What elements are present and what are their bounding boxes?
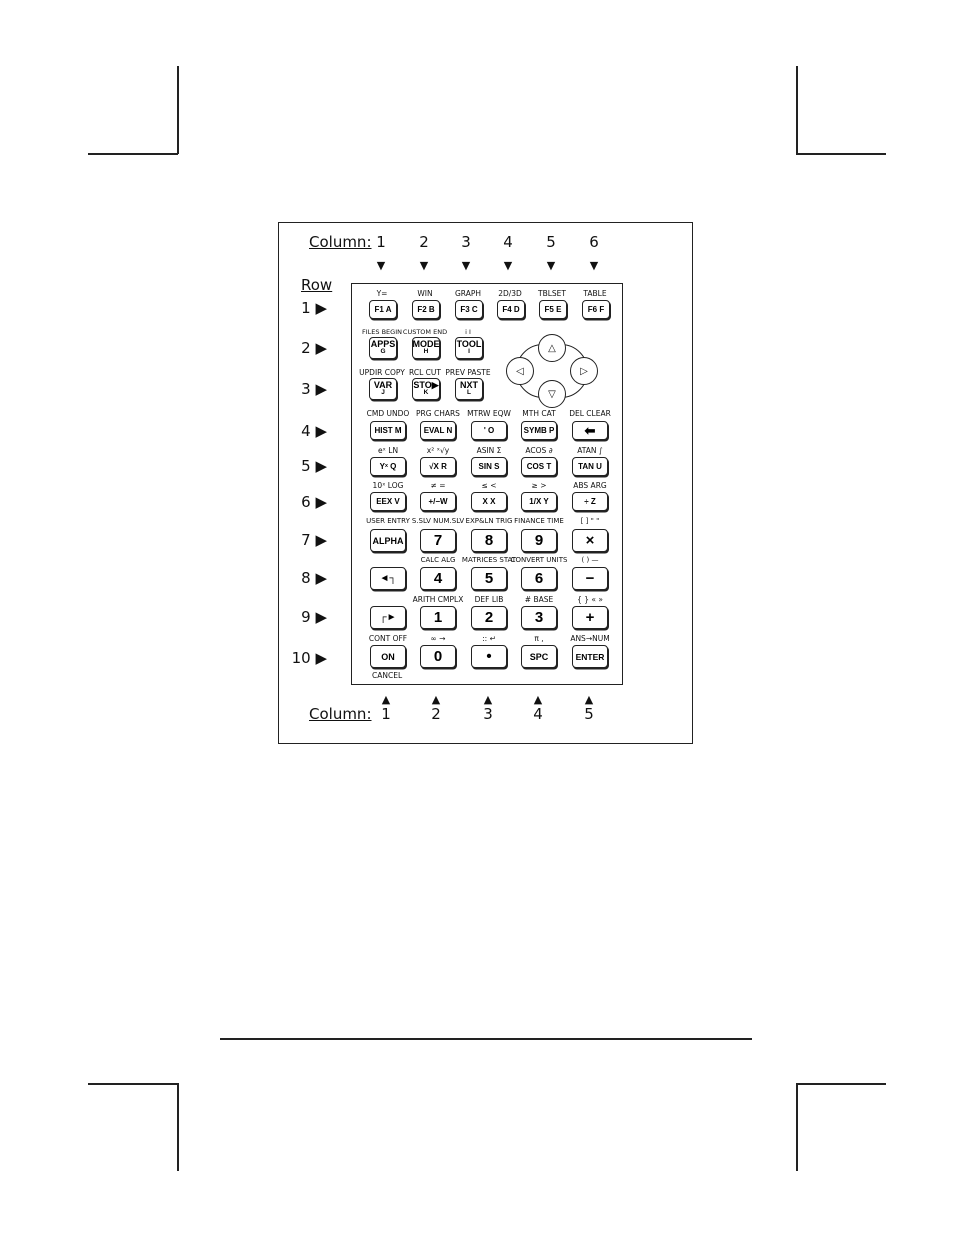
arrow-down-icon: ▼ <box>461 259 471 272</box>
key-3[interactable]: 3 <box>521 606 557 629</box>
key-f5[interactable]: F5 E <box>539 300 567 319</box>
key-label: CMD UNDO <box>366 409 410 418</box>
arrow-down-button[interactable]: ▽ <box>538 380 566 408</box>
row-number: 9 ▶ <box>301 608 327 626</box>
key-label: ∞ → <box>430 634 446 643</box>
key-label: [ ] " " <box>580 517 600 525</box>
key-label: FINANCE TIME <box>514 517 564 525</box>
key-main-label: STO▶ <box>413 380 439 390</box>
key-label: ABS ARG <box>573 481 607 490</box>
key-f4[interactable]: F4 D <box>497 300 525 319</box>
key-label: ANS→NUM <box>570 634 610 643</box>
top-column-number: 5 <box>546 233 556 251</box>
crop-mark <box>177 1083 179 1171</box>
key-label: FILES BEGIN <box>362 328 402 336</box>
key-label: x² ˣ√y <box>426 446 450 455</box>
key-label: RCL CUT <box>409 368 441 377</box>
key-f2[interactable]: F2 B <box>412 300 440 319</box>
row-number: 5 ▶ <box>301 457 327 475</box>
key-symb[interactable]: SYMB P <box>521 421 557 440</box>
key-label: ACOS ∂ <box>525 446 553 455</box>
direction-pad <box>502 334 602 408</box>
key-label: ≥ > <box>531 481 547 490</box>
row-title: Row <box>301 276 333 294</box>
key-label: MTRW EQW <box>467 409 511 418</box>
key-right-shift[interactable]: ┌► <box>370 606 406 629</box>
key-left-shift[interactable]: ◄┐ <box>370 567 406 590</box>
cancel-label: CANCEL <box>372 671 403 680</box>
crop-mark <box>177 66 179 154</box>
key-mode[interactable] <box>412 337 440 359</box>
row-number: 4 ▶ <box>301 422 327 440</box>
key-label: ARITH CMPLX <box>412 595 464 604</box>
key-label: ≤ < <box>481 481 497 490</box>
key-var[interactable] <box>369 378 397 400</box>
key-label: MATRICES STAT <box>461 556 517 564</box>
key-label: 2D/3D <box>498 289 522 298</box>
row-number: 7 ▶ <box>301 531 327 549</box>
key-0[interactable]: 0 <box>420 645 456 668</box>
arrow-down-icon: ▼ <box>546 259 556 272</box>
bottom-column-number: 4 <box>533 705 543 723</box>
key-eex[interactable]: EEX V <box>370 492 406 511</box>
key-label: USER ENTRY <box>366 517 410 525</box>
key-label: UPDIR COPY <box>359 368 405 377</box>
key-divide[interactable]: ÷ Z <box>572 492 608 511</box>
key-apps[interactable] <box>369 337 397 359</box>
key-1[interactable]: 1 <box>420 606 456 629</box>
key-multiply[interactable]: × <box>572 529 608 552</box>
key-label: Y= <box>376 289 388 298</box>
arrow-up-icon: ▲ <box>483 693 493 706</box>
key-8[interactable]: 8 <box>471 529 507 552</box>
key-5[interactable]: 5 <box>471 567 507 590</box>
crop-mark <box>796 1083 798 1171</box>
key-label: ATAN ∫ <box>577 446 603 455</box>
key-sqrt[interactable]: √X R <box>420 457 456 476</box>
key-cos[interactable]: COS T <box>521 457 557 476</box>
crop-mark <box>796 153 886 155</box>
key-4[interactable]: 4 <box>420 567 456 590</box>
row-number: 8 ▶ <box>301 569 327 587</box>
key-change-sign[interactable]: +/−W <box>420 492 456 511</box>
key-on[interactable]: ON <box>370 645 406 668</box>
key-label: ≠ = <box>430 481 446 490</box>
key-x[interactable]: X X <box>471 492 507 511</box>
key-f6[interactable]: F6 F <box>582 300 610 319</box>
key-label: 10ˣ LOG <box>372 481 404 490</box>
key-quote[interactable]: ' O <box>471 421 507 440</box>
arrow-down-icon: ▼ <box>376 259 386 272</box>
key-backspace[interactable]: ⬅ <box>572 421 608 440</box>
arrow-right-button[interactable]: ▷ <box>570 357 598 385</box>
bottom-column-number: 1 <box>381 705 391 723</box>
arrow-down-icon: ▼ <box>419 259 429 272</box>
key-alpha-label: I <box>468 348 470 355</box>
key-label: DEL CLEAR <box>569 409 611 418</box>
key-label: π , <box>534 634 544 643</box>
key-sto[interactable] <box>412 378 440 400</box>
row-number: 3 ▶ <box>301 380 327 398</box>
key-label: DEF LIB <box>474 595 504 604</box>
arrow-down-icon: ▼ <box>589 259 599 272</box>
key-main-label: NXT <box>460 380 478 390</box>
key-alpha[interactable]: ALPHA <box>370 529 406 552</box>
key-sin[interactable]: SIN S <box>471 457 507 476</box>
key-eval[interactable]: EVAL N <box>420 421 456 440</box>
top-column-number: 6 <box>589 233 599 251</box>
top-column-number: 1 <box>376 233 386 251</box>
key-label: S.SLV NUM.SLV <box>411 517 465 525</box>
key-main-label: MODE <box>412 339 440 349</box>
key-f3[interactable]: F3 C <box>455 300 483 319</box>
key-alpha-label: L <box>467 389 471 396</box>
key-alpha-label: G <box>380 348 386 355</box>
key-decimal[interactable]: • <box>471 645 507 668</box>
key-nxt[interactable] <box>455 378 483 400</box>
row-number: 1 ▶ <box>301 299 327 317</box>
key-main-label: APPS <box>370 339 396 349</box>
top-column-number: 3 <box>461 233 471 251</box>
key-plus[interactable]: + <box>572 606 608 629</box>
key-label: TABLE <box>583 289 607 298</box>
key-label: # BASE <box>524 595 554 604</box>
key-alpha-label: K <box>423 389 429 396</box>
key-6[interactable]: 6 <box>521 567 557 590</box>
key-label: EXP&LN TRIG <box>465 517 513 525</box>
key-label: ( ) — <box>581 556 599 564</box>
key-power[interactable]: Yˣ Q <box>370 457 406 476</box>
key-label: CUSTOM END <box>402 328 448 336</box>
row-number: 2 ▶ <box>301 339 327 357</box>
key-label: eˣ LN <box>377 446 399 455</box>
row-number: 10 ▶ <box>291 649 327 667</box>
key-tool[interactable] <box>455 337 483 359</box>
arrow-left-button[interactable]: ◁ <box>506 357 534 385</box>
arrow-down-icon: ▼ <box>503 259 513 272</box>
top-column-number: 2 <box>419 233 429 251</box>
key-reciprocal[interactable]: 1/X Y <box>521 492 557 511</box>
key-spc[interactable]: SPC <box>521 645 557 668</box>
key-tan[interactable]: TAN U <box>572 457 608 476</box>
crop-mark <box>796 66 798 154</box>
key-alpha-label: J <box>381 389 385 396</box>
key-label: WIN <box>417 289 433 298</box>
key-label: TBLSET <box>538 289 566 298</box>
key-label: PRG CHARS <box>416 409 460 418</box>
arrow-up-icon: ▲ <box>584 693 594 706</box>
key-minus[interactable]: − <box>572 567 608 590</box>
key-label: CALC ALG <box>420 556 456 564</box>
key-f1[interactable]: F1 A <box>369 300 397 319</box>
bottom-column-number: 3 <box>483 705 493 723</box>
arrow-up-button[interactable]: △ <box>538 334 566 362</box>
key-label: CONT OFF <box>368 634 408 643</box>
calculator-keyboard <box>351 283 623 685</box>
keyboard-figure <box>278 222 693 744</box>
row-number: 6 ▶ <box>301 493 327 511</box>
key-alpha-label: H <box>423 348 429 355</box>
key-label: :: ↵ <box>482 634 496 643</box>
key-label: PREV PASTE <box>445 368 491 377</box>
key-enter[interactable]: ENTER <box>572 645 608 668</box>
bottom-column-number: 2 <box>431 705 441 723</box>
key-label: GRAPH <box>454 289 482 298</box>
key-label: MTH CAT <box>522 409 556 418</box>
top-column-number: 4 <box>503 233 513 251</box>
column-title-bottom: Column: <box>309 705 372 723</box>
crop-mark <box>88 1083 178 1085</box>
arrow-up-icon: ▲ <box>381 693 391 706</box>
key-hist[interactable]: HIST M <box>370 421 406 440</box>
key-main-label: TOOL <box>456 339 482 349</box>
key-9[interactable]: 9 <box>521 529 557 552</box>
arrow-up-icon: ▲ <box>431 693 441 706</box>
bottom-column-number: 5 <box>584 705 594 723</box>
key-2[interactable]: 2 <box>471 606 507 629</box>
key-7[interactable]: 7 <box>420 529 456 552</box>
column-title-top: Column: <box>309 233 372 251</box>
key-label: CONVERT UNITS <box>510 556 568 564</box>
footer-rule <box>220 1038 752 1040</box>
arrow-up-icon: ▲ <box>533 693 543 706</box>
key-label: { } « » <box>577 595 603 604</box>
key-label: i I <box>465 328 471 336</box>
key-label: ASIN Σ <box>476 446 502 455</box>
crop-mark <box>88 153 178 155</box>
key-main-label: VAR <box>373 380 393 390</box>
crop-mark <box>796 1083 886 1085</box>
